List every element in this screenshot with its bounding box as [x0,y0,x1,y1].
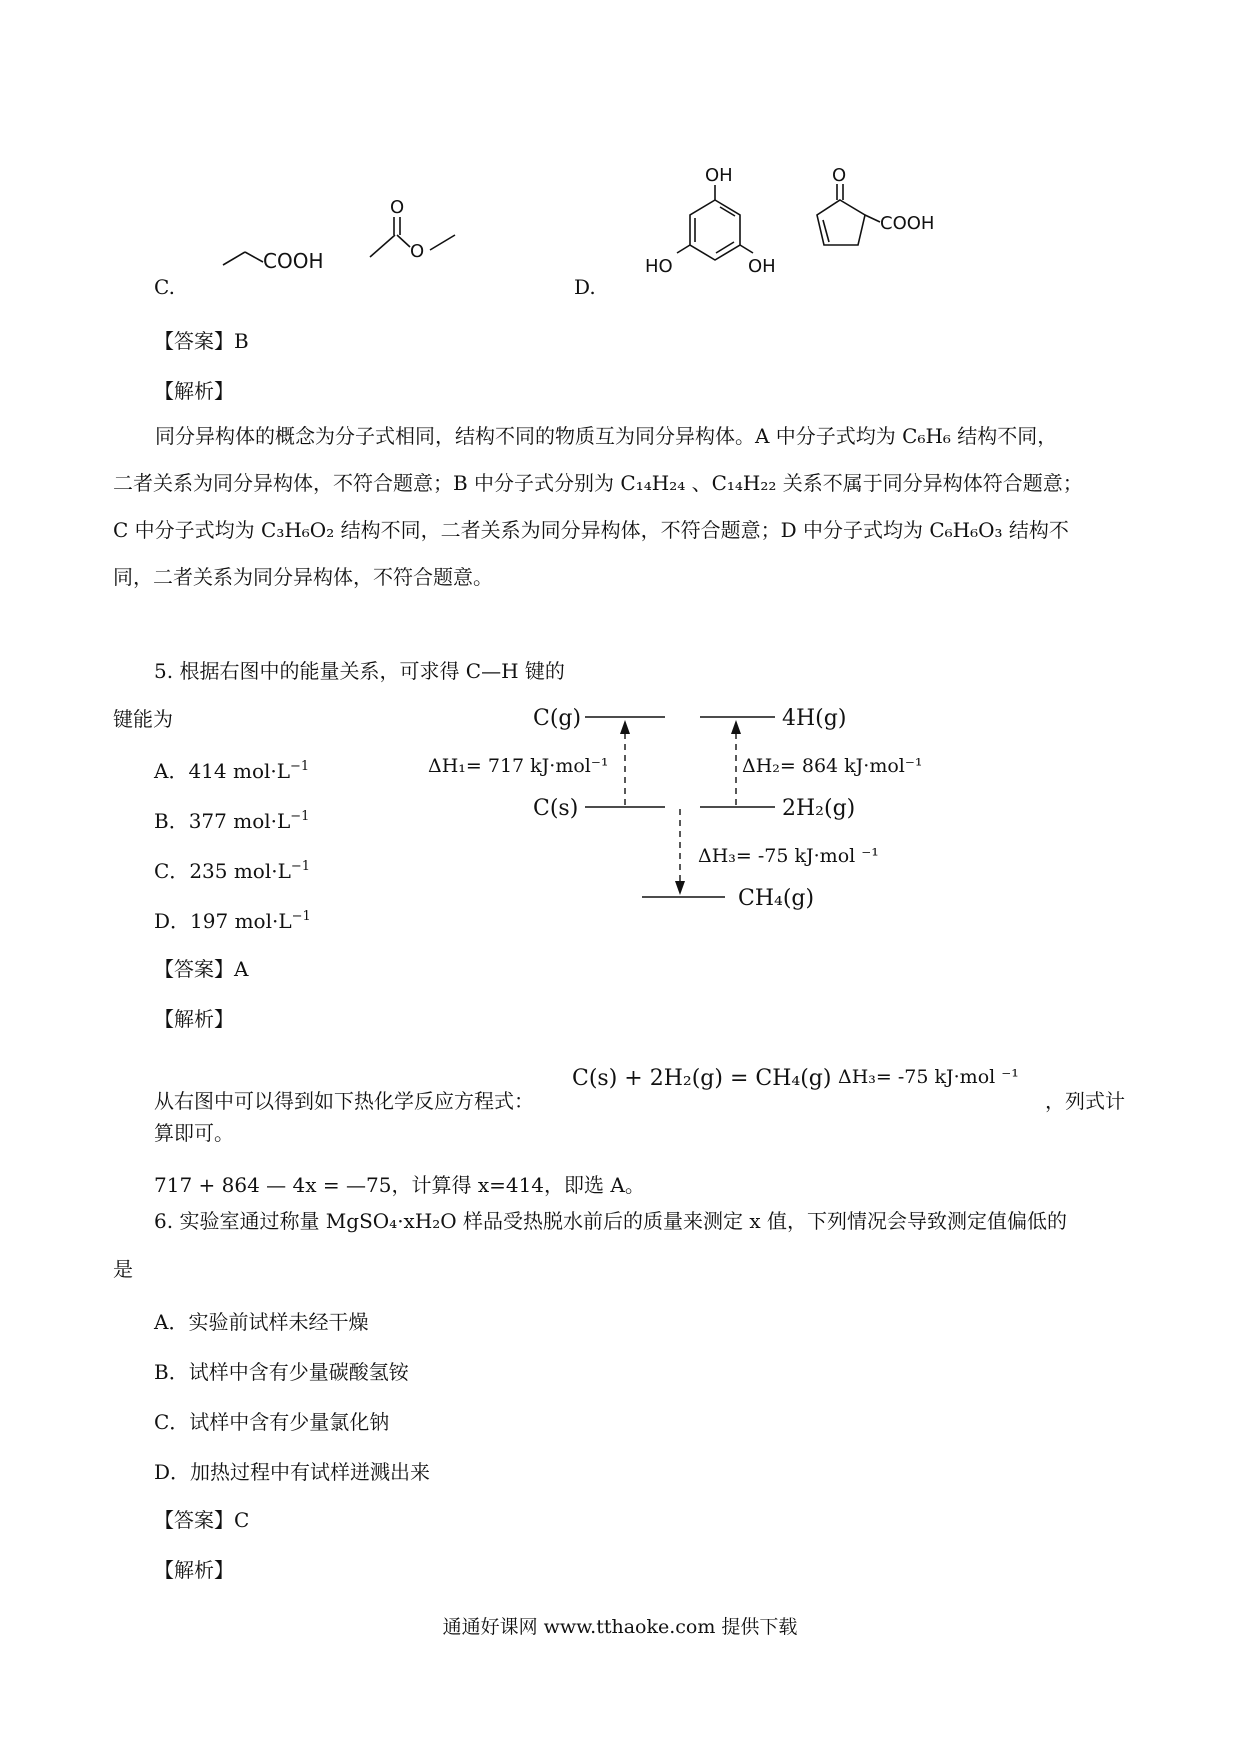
label-dh1: ΔH₁= 717 kJ·mol⁻¹ [428,755,609,777]
structure-c2-ether-o: O [410,241,425,262]
q4-option-c-label: C. [154,275,175,299]
label-dh2: ΔH₂= 864 kJ·mol⁻¹ [742,755,923,777]
structure-d2-ketone-o: O [832,165,847,186]
q6-analysis-title: 【解析】 [154,1558,234,1582]
q5-analysis-line-2: 算即可。 [154,1121,234,1145]
q5-answer: 【答案】A [154,957,249,981]
label-dh3: ΔH₃= -75 kJ·mol ⁻¹ [698,845,879,867]
q5-analysis-title: 【解析】 [154,1007,234,1031]
q5-option-c: C．235 $mol\cdot L^{-1}$ [154,859,311,883]
q6-stem-line-2: 是 [113,1257,133,1281]
label-cg: C(g) [533,706,582,731]
q5-equation: C(s) + 2H₂(g) = CH₄(g) [572,1066,832,1091]
structure-d2-cooh: COOH [880,213,935,234]
structure-d [620,160,950,300]
structure-c1-cooh: COOH [263,249,324,273]
q5-equation-dh: ΔH₃= -75 kJ·mol ⁻¹ [838,1066,1019,1088]
label-2h2g: 2H₂(g) [782,796,856,821]
q4-option-d-label: D. [574,275,596,299]
q4-analysis [113,413,1133,601]
q5-stem-line-2: 键能为 [113,707,173,731]
q5-stem-line-1: 5. 根据右图中的能量关系，可求得 C—H 键的 [154,659,565,683]
q4-answer: 【答案】B [154,329,249,353]
q4-analysis-line-1: 同分异构体的概念为分子式相同，结构不同的物质互为同分异构体。A 中分子式均为 C₆H₆ 结构不同， [155,424,1058,448]
q6-option-a: A．实验前试样未经干燥 [154,1310,369,1334]
q4-analysis-title: 【解析】 [154,379,234,403]
q5-option-b: B．377 $mol\cdot L^{-1}$ [154,809,310,833]
q6-option-c: C．试样中含有少量氯化钠 [154,1410,390,1434]
label-cs: C(s) [533,796,579,821]
label-ch4g: CH₄(g) [738,886,815,911]
page-footer: 通通好课网 www.tthaoke.com 提供下载 [442,1616,798,1638]
q5-option-a: A．414 $mol\cdot L^{-1}$ [154,759,310,783]
label-4hg: 4H(g) [782,706,847,731]
structure-c [205,195,475,300]
q4-analysis-line-2: 二者关系为同分异构体，不符合题意；B 中分子式分别为 C₁₄H₂₄ 、C₁₄H₂₂ 关系不属于同分异构体符合题意； [113,471,1083,495]
energy-diagram [420,690,980,930]
q5-analysis-suffix: ，列式计 [1045,1089,1125,1113]
q4-analysis-line-3: C 中分子式均为 C₃H₆O₂ 结构不同，二者关系为同分异构体，不符合题意；D 中分子式均为 C₆H₆O₃ 结构不 [113,518,1069,542]
q6-option-b: B．试样中含有少量碳酸氢铵 [154,1360,409,1384]
q6-option-d: D．加热过程中有试样迸溅出来 [154,1460,431,1484]
structure-d1-oh-top: OH [705,165,733,186]
q6-stem-line-1: 6. 实验室通过称量 MgSO₄·xH₂O 样品受热脱水前后的质量来测定 x 值，下列情况会导致测定值偏低的 [154,1209,1068,1233]
q5-analysis-prefix: 从右图中可以得到如下热化学反应方程式： [154,1089,534,1113]
q5-option-d: D．197 $mol\cdot L^{-1}$ [154,909,311,933]
structure-d1-oh-right: OH [748,256,776,277]
structure-c2-carbonyl-o: O [390,197,405,218]
q4-analysis-line-4: 同，二者关系为同分异构体，不符合题意。 [113,565,493,589]
structure-d1-ho-left: HO [645,256,673,277]
q5-calculation: 717 + 864 — 4x = —75，计算得 x=414，即选 A。 [154,1173,645,1197]
q6-answer: 【答案】C [154,1508,250,1532]
